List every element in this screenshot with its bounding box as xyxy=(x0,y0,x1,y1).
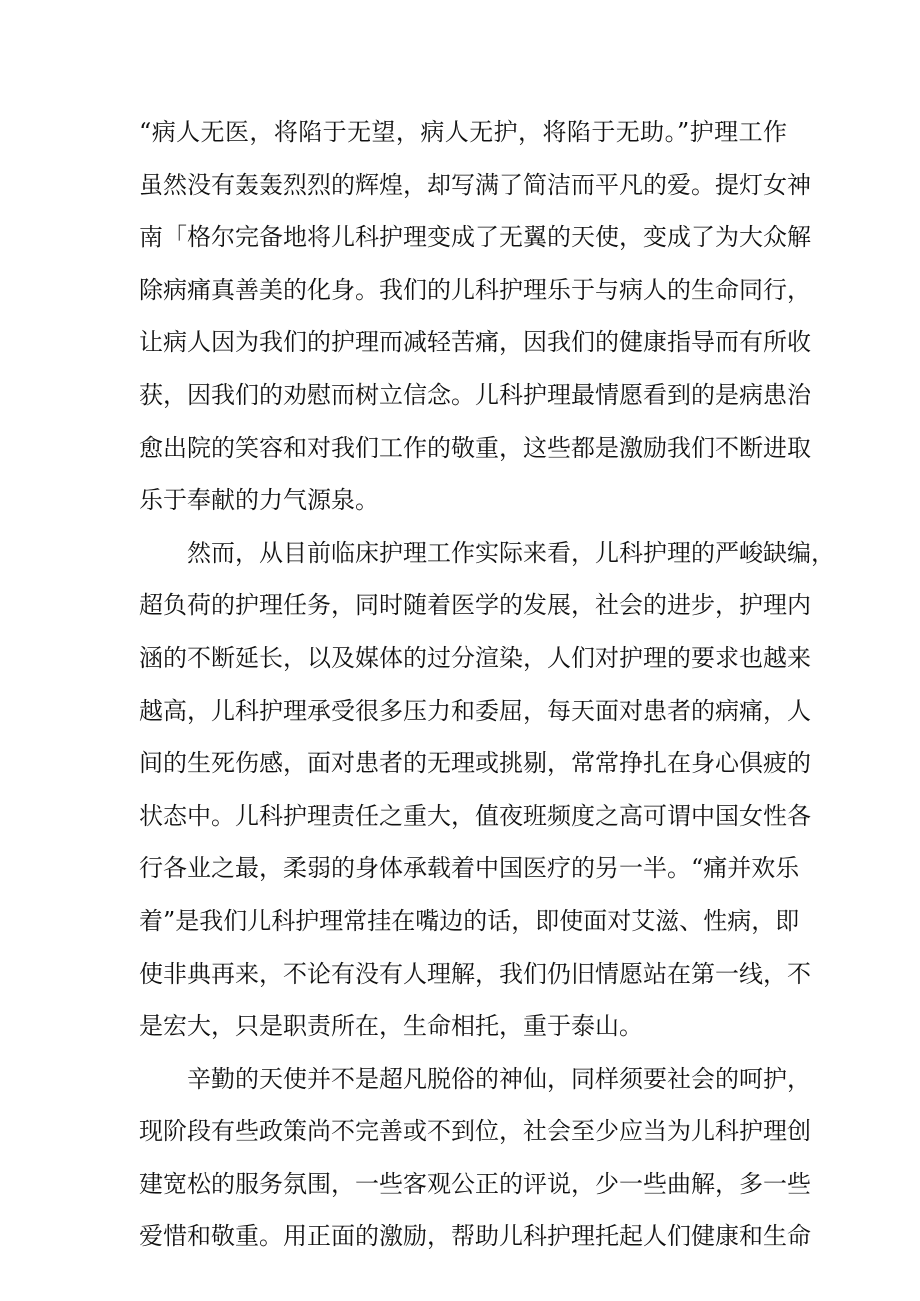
document-body xyxy=(139,112,835,1269)
text-line: 涵的不断延长，以及媒体的过分渲染，人们对护理的要求也越来 xyxy=(139,643,811,672)
text-line: 然而，从目前临床护理工作实际来看，儿科护理的严峻缺编， xyxy=(187,538,835,567)
text-line: 愈出院的笑容和对我们工作的敬重，这些都是激励我们不断进取 xyxy=(139,433,811,462)
text-line: 南「格尔完备地将儿科护理变成了无翼的天使，变成了为大众解 xyxy=(139,223,811,252)
paragraph-2 xyxy=(139,533,835,1059)
paragraph-1 xyxy=(139,112,811,533)
text-line: 状态中。儿科护理责任之重大，值夜班频度之高可谓中国女性各 xyxy=(139,801,811,830)
text-line: 使非典再来，不论有没有人理解，我们仍旧情愿站在第一线，不 xyxy=(139,959,811,988)
text-line: 爱惜和敬重。用正面的激励，帮助儿科护理托起人们健康和生命 xyxy=(139,1222,811,1251)
text-line: 虽然没有轰轰烈烈的辉煌，却写满了简洁而平凡的爱。提灯女神 xyxy=(139,170,811,199)
paragraph-3 xyxy=(139,1059,811,1269)
text-line: 现阶段有些政策尚不完善或不到位，社会至少应当为儿科护理创 xyxy=(139,1117,811,1146)
text-line: 越高，儿科护理承受很多压力和委屈，每天面对患者的病痛，人 xyxy=(139,696,811,725)
text-line: 辛勤的天使并不是超凡脱俗的神仙，同样须要社会的呵护， xyxy=(187,1064,811,1093)
text-line: 行各业之最，柔弱的身体承载着中国医疗的另一半。“痛并欢乐 xyxy=(139,854,800,883)
text-line: 让病人因为我们的护理而减轻苦痛，因我们的健康指导而有所收 xyxy=(139,328,811,357)
text-line: 除病痛真善美的化身。我们的儿科护理乐于与病人的生命同行， xyxy=(139,275,811,304)
text-line: 获，因我们的劝慰而树立信念。儿科护理最情愿看到的是病患治 xyxy=(139,380,811,409)
text-line: 着”是我们儿科护理常挂在嘴边的话，即使面对艾滋、性病，即 xyxy=(139,906,800,935)
text-line: 乐于奉献的力气源泉。 xyxy=(139,486,379,515)
text-line: 间的生死伤感，面对患者的无理或挑剔，常常挣扎在身心俱疲的 xyxy=(139,749,811,778)
text-line: 建宽松的服务氛围，一些客观公正的评说，少一些曲解，多一些 xyxy=(139,1169,811,1198)
text-line: 超负荷的护理任务，同时随着医学的发展，社会的进步，护理内 xyxy=(139,591,811,620)
text-line: 是宏大，只是职责所在，生命相托，重于泰山。 xyxy=(139,1012,643,1041)
text-line: “病人无医，将陷于无望，病人无护，将陷于无助。”护理工作 xyxy=(139,118,787,146)
